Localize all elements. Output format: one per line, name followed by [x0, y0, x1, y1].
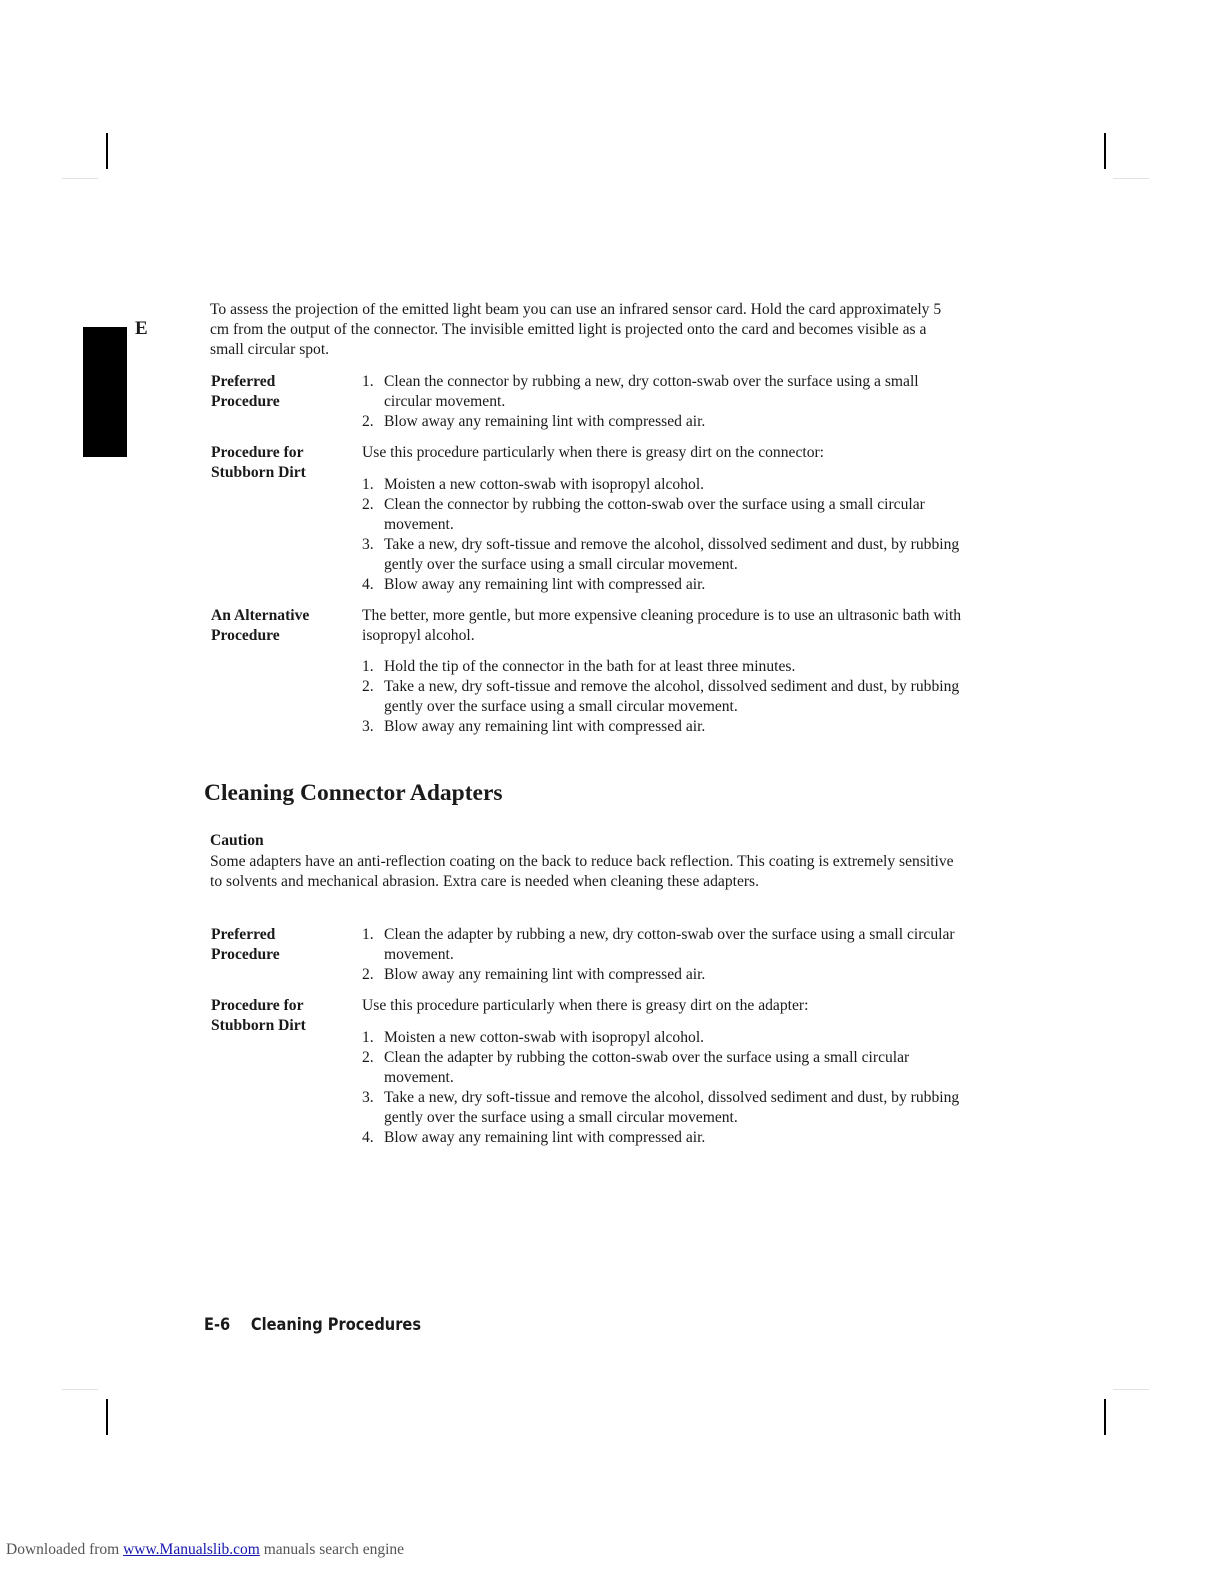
list-item: 1. Moisten a new cotton-swab with isopropyl alcohol.	[362, 1029, 705, 1046]
list-item: 3. Take a new, dry soft-tissue and remove the alcohol, dissolved sediment and dust, by rubbing gently over the surface using a small circular movement.	[362, 536, 960, 573]
crop-mark-bottom-left	[106, 1399, 108, 1435]
trim-line-bottom-right	[1113, 1389, 1149, 1390]
page-footer	[204, 1315, 421, 1335]
connector-alternative-label: An Alternative Procedure	[211, 607, 310, 644]
list-item: 2. Blow away any remaining lint with compressed air.	[362, 966, 706, 983]
list-item: 1. Moisten a new cotton-swab with isopropyl alcohol.	[362, 476, 705, 493]
trim-line-top-right	[1113, 178, 1149, 179]
list-item: 4. Blow away any remaining lint with compressed air.	[362, 1129, 706, 1146]
connector-stubborn-steps	[362, 475, 962, 595]
chapter-tab-letter: E	[135, 318, 148, 339]
list-item: 4. Blow away any remaining lint with compressed air.	[362, 576, 706, 593]
list-item: 1. Clean the adapter by rubbing a new, dry cotton-swab over the surface using a small circular movement.	[362, 926, 955, 963]
section-heading: Cleaning Connector Adapters	[204, 780, 503, 806]
connector-preferred-steps	[362, 372, 962, 432]
chapter-tab	[83, 327, 127, 457]
list-item: 2. Blow away any remaining lint with compressed air.	[362, 413, 706, 430]
crop-mark-bottom-right	[1104, 1399, 1106, 1435]
list-item: 2. Clean the adapter by rubbing the cotton-swab over the surface using a small circular movement.	[362, 1049, 910, 1086]
connector-stubborn-label: Procedure for Stubborn Dirt	[211, 444, 306, 481]
list-item: 3. Take a new, dry soft-tissue and remove the alcohol, dissolved sediment and dust, by rubbing gently over the surface using a small circular movement.	[362, 1089, 960, 1126]
caution-title: Caution	[210, 832, 264, 849]
crop-mark-top-left	[106, 133, 108, 169]
list-item: 1. Hold the tip of the connector in the bath for at least three minutes.	[362, 658, 796, 675]
manualslib-link[interactable]: www.Manualslib.com	[123, 1541, 260, 1558]
connector-alternative-intro: The better, more gentle, but more expensive cleaning procedure is to use an ultrasonic bath with isopropyl alcohol.	[362, 607, 962, 644]
connector-stubborn-intro: Use this procedure particularly when there is greasy dirt on the connector:	[362, 444, 825, 461]
adapter-preferred-steps	[362, 925, 962, 985]
adapter-stubborn-intro: Use this procedure particularly when there is greasy dirt on the adapter:	[362, 997, 809, 1014]
connector-preferred-label: Preferred Procedure	[211, 373, 280, 410]
list-item: 1. Clean the connector by rubbing a new, dry cotton-swab over the surface using a small circular movement.	[362, 373, 919, 410]
adapter-stubborn-steps	[362, 1028, 962, 1148]
list-item: 2. Clean the connector by rubbing the cotton-swab over the surface using a small circular movement.	[362, 496, 925, 533]
intro-paragraph: To assess the projection of the emitted light beam you can use an infrared sensor card. Hold the card approximately 5 cm from the output of the connector. The invisible emitted light is projected onto the card and becomes visible as a small circular spot.	[210, 301, 942, 358]
caution-text: Some adapters have an anti-reflection coating on the back to reduce back reflection. This coating is extremely sensitive to solvents and mechanical abrasion. Extra care is needed when cleaning these adapters.	[210, 853, 954, 890]
page-number: E-6	[204, 1315, 231, 1335]
list-item: 2. Take a new, dry soft-tissue and remove the alcohol, dissolved sediment and dust, by rubbing gently over the surface using a small circular movement.	[362, 678, 960, 715]
crop-mark-top-right	[1104, 133, 1106, 169]
connector-alternative-steps	[362, 657, 962, 737]
footer-title: Cleaning Procedures	[250, 1315, 422, 1335]
adapter-preferred-label: Preferred Procedure	[211, 926, 280, 963]
download-watermark: Downloaded from www.Manualslib.com manuals search engine	[6, 1541, 405, 1558]
list-item: 3. Blow away any remaining lint with compressed air.	[362, 718, 706, 735]
trim-line-bottom-left	[62, 1389, 98, 1390]
trim-line-top-left	[62, 178, 98, 179]
adapter-stubborn-label: Procedure for Stubborn Dirt	[211, 997, 306, 1034]
